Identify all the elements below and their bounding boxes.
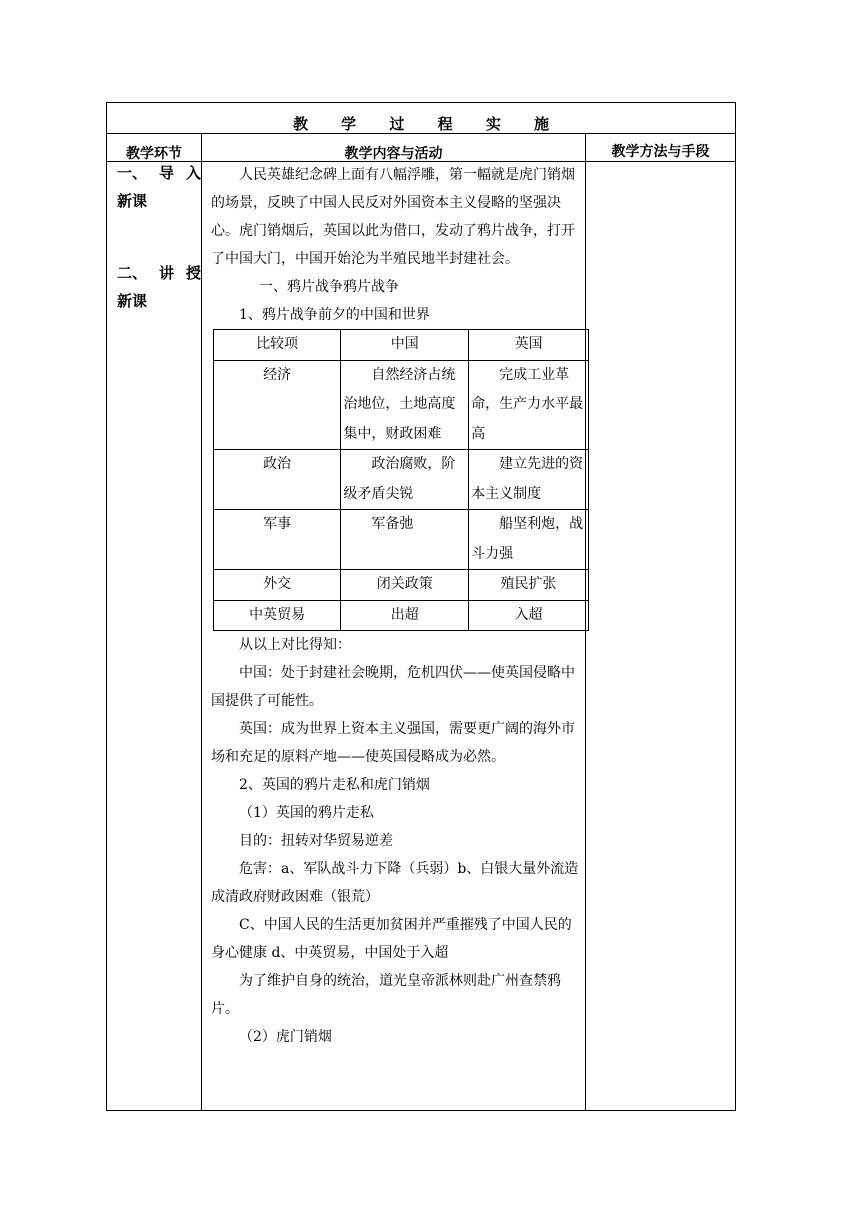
subheading-2-1: （1）英国的鸦片走私	[239, 805, 374, 821]
purpose-line: 目的：扭转对华贸易逆差	[239, 833, 393, 849]
header-content: 教学内容与活动	[344, 146, 443, 162]
table-row: 军事 军备弛 船坚利炮，战斗力强	[214, 510, 589, 570]
divider-col1	[201, 133, 202, 1110]
subheading-1: 1、鸦片战争前夕的中国和世界	[239, 307, 430, 323]
table-title: 教 学 过 程 实 施	[292, 115, 564, 133]
table-row: 政治 政治腐败，阶级矛盾尖锐 建立先进的资本主义制度	[214, 450, 589, 510]
header-stage: 教学环节	[126, 146, 182, 162]
harm-line: 危害：a、军队战斗力下降（兵弱）b、白银大量外流造成清政府财政困难（银荒）	[211, 861, 579, 905]
stage-teach: 二、 讲 授 新课	[117, 264, 201, 310]
subheading-2-2: （2）虎门销烟	[239, 1029, 332, 1045]
table-row: 比较项 中国 英国	[214, 330, 589, 361]
harm-line-c: C、中国人民的生活更加贫困并严重摧残了中国人民的身心健康 d、中英贸易，中国处于入超	[211, 917, 572, 961]
britain-conclusion: 英国：成为世界上资本主义强国，需要更广阔的海外市场和充足的原料产地——使英国侵略成为必然。	[211, 721, 575, 765]
header-method: 教学方法与手段	[611, 144, 710, 160]
subheading-2: 2、英国的鸦片走私和虎门销烟	[239, 777, 430, 793]
lesson-table	[106, 102, 736, 1111]
lin-line: 为了维护自身的统治，道光皇帝派林则赴广州查禁鸦片。	[211, 973, 561, 1017]
table-row: 外交 闭关政策 殖民扩张	[214, 570, 589, 601]
stage-intro: 一、 导 入 新课	[117, 164, 201, 210]
section-heading: 一、鸦片战争鸦片战争	[259, 279, 399, 295]
lesson-content	[211, 161, 584, 1051]
table-row: 经济 自然经济占统治地位，土地高度集中，财政困难 完成工业革命，生产力水平最高	[214, 360, 589, 450]
intro-paragraph: 人民英雄纪念碑上面有八幅浮雕，第一幅就是虎门销烟的场景，反映了中国人民反对外国资本主义侵略的坚强决心。虎门销烟后，英国以此为借口，发动了鸦片战争，打开了中国大门，中国开始沦为半殖民地半封建社会。	[211, 167, 575, 267]
comparison-table	[213, 329, 589, 631]
table-row: 中英贸易 出超 入超	[214, 600, 589, 631]
conclusion-intro: 从以上对比得知：	[239, 637, 351, 653]
china-conclusion: 中国：处于封建社会晚期，危机四伏——使英国侵略中国提供了可能性。	[211, 665, 575, 709]
